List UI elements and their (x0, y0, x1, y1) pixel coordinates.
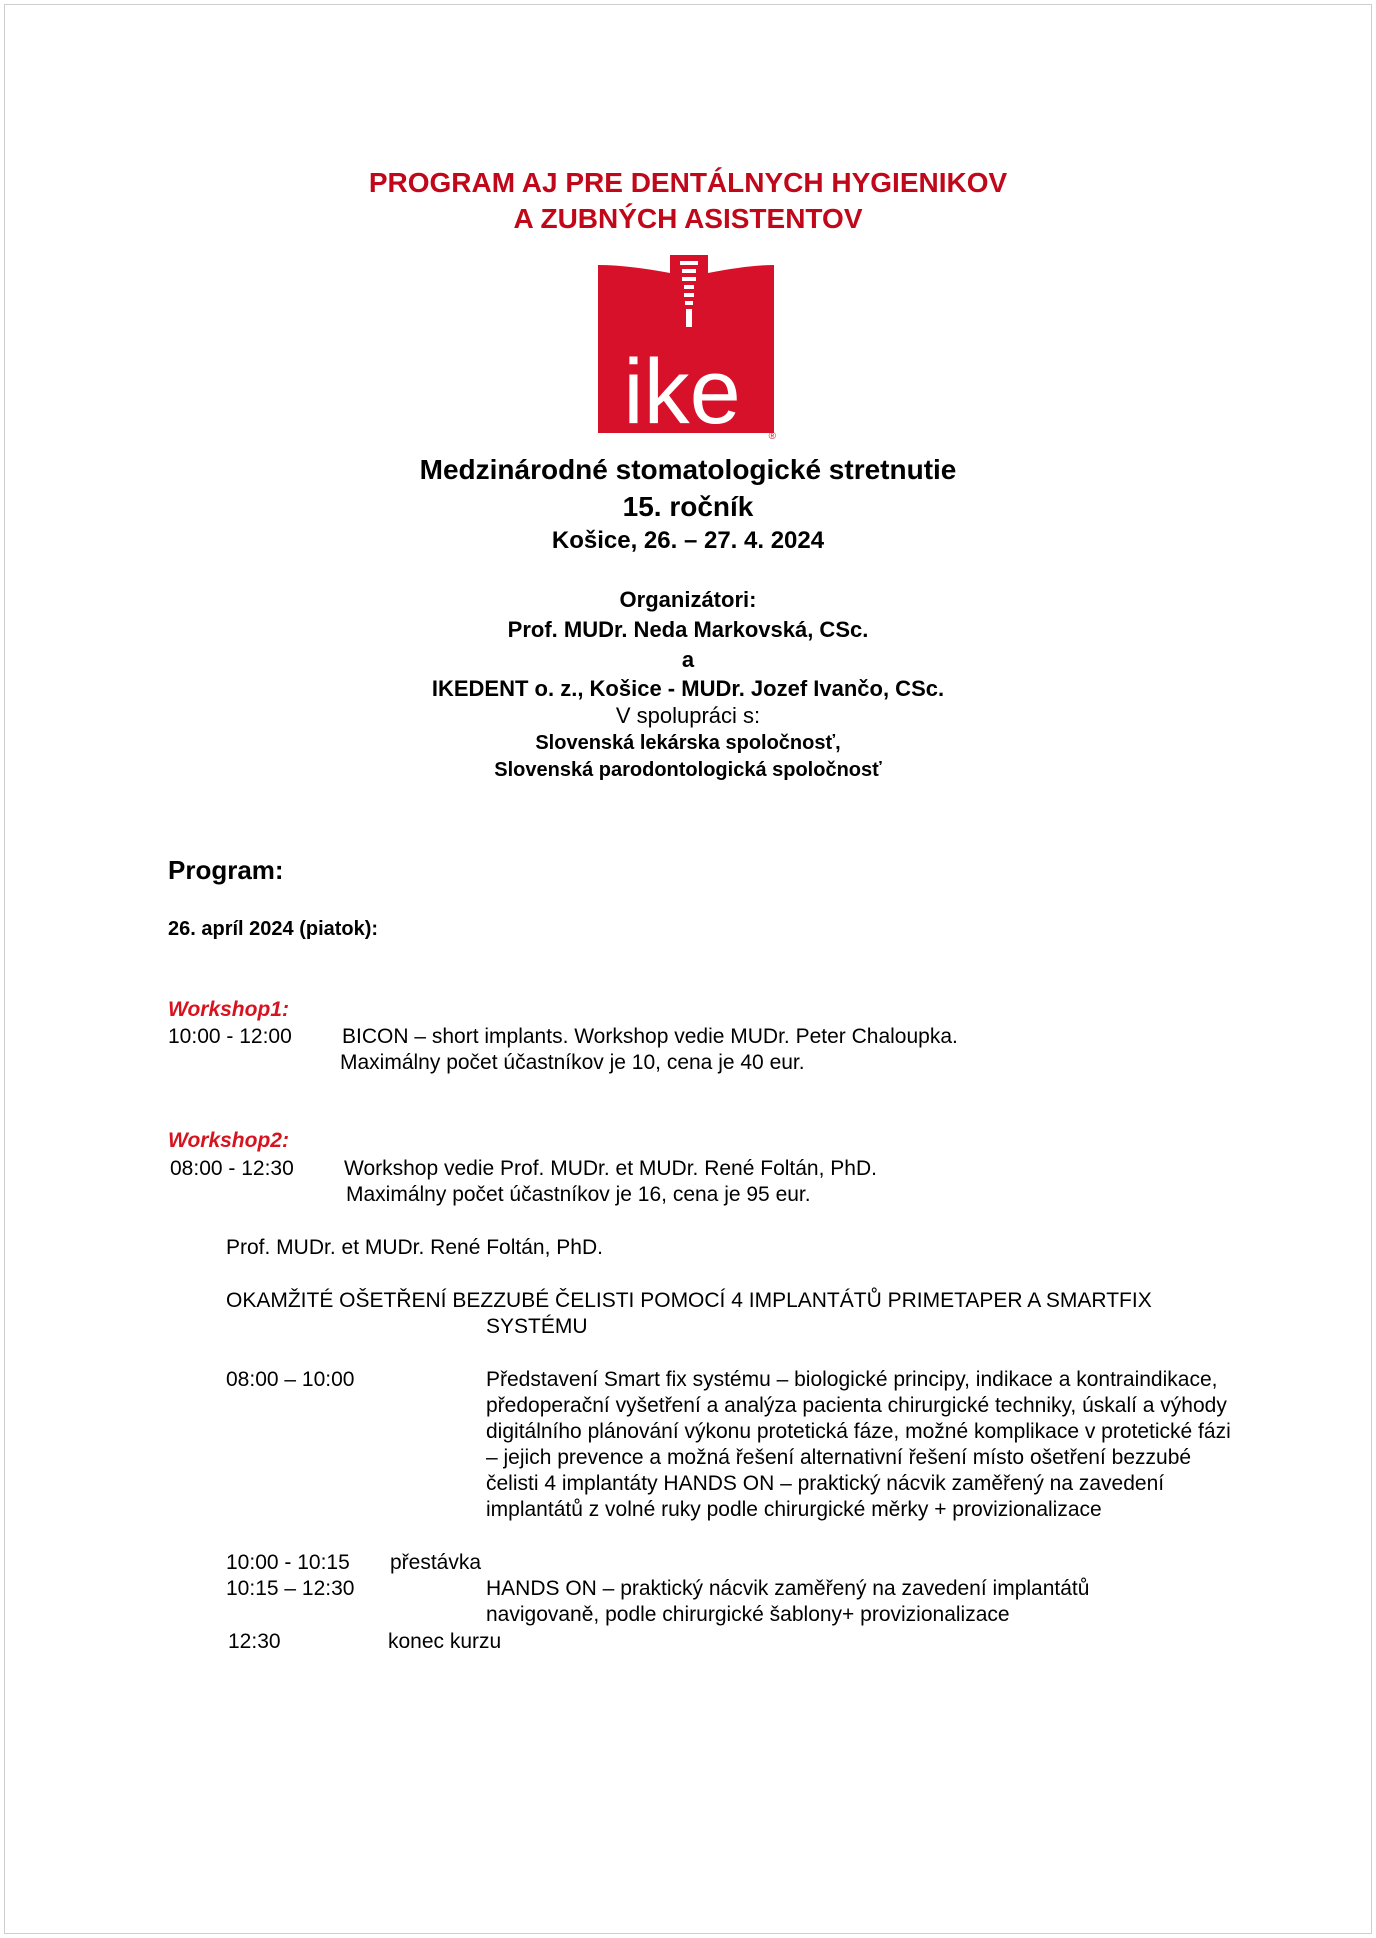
schedule-item-4-text: konec kurzu (388, 1630, 502, 1653)
workshop2-lecturer: Prof. MUDr. et MUDr. René Foltán, PhD. (226, 1236, 603, 1259)
logo-text: ike (623, 341, 741, 440)
document-title-line2: A ZUBNÝCH ASISTENTOV (513, 203, 863, 234)
document-title-line1: PROGRAM AJ PRE DENTÁLNYCH HYGIENIKOV (368, 167, 1008, 198)
workshop2-topic-line1: OKAMŽITÉ OŠETŘENÍ BEZZUBÉ ČELISTI POMOCÍ 4 IMPLANTÁTŮ PRIMETAPER A SMARTFIX (226, 1289, 1152, 1312)
workshop2-label: Workshop2: (168, 1129, 289, 1152)
schedule-item-1-text: Představení Smart fix systému – biologické principy, indikace a kontraindikace, předoperační vyšetření a analýza pacienta chirurgické techniky, úskalí a výhody digitálního plánování výkonu protetická fáze, možné komplikace v protetické fázi – jejich prevence a možná řešení alternativní řešení místo ošetření bezzubé čelisti 4 implantáty HANDS ON – praktický nácvik zaměřený na zavedení implantátů z volné ruky podle chirurgické měrky + provizionalizace (486, 1368, 1231, 1521)
program-day: 26. apríl 2024 (piatok): (168, 918, 379, 940)
schedule-item-2-time: 10:00 - 10:15 (226, 1551, 350, 1574)
workshop2-time: 08:00 - 12:30 (170, 1157, 294, 1180)
event-name: Medzinárodné stomatologické stretnutie (419, 454, 957, 485)
schedule-item-3-text: HANDS ON – praktický nácvik zaměřený na zavedení implantátů navigovaně, podle chirurgické šablony+ provizionalizace (486, 1577, 1090, 1626)
organizer-person1: Prof. MUDr. Neda Markovská, CSc. (507, 617, 869, 642)
workshop2-topic-line2: SYSTÉMU (486, 1315, 588, 1338)
workshop1-line2: Maximálny počet účastníkov je 10, cena je 40 eur. (340, 1051, 805, 1074)
schedule-item-2-text: přestávka (390, 1551, 482, 1574)
event-place-date: Košice, 26. – 27. 4. 2024 (551, 527, 825, 554)
schedule-item-4-time: 12:30 (228, 1630, 281, 1653)
schedule-item-1-time: 08:00 – 10:00 (226, 1368, 355, 1391)
workshop1-label: Workshop1: (168, 998, 289, 1021)
partner2: Slovenská parodontologická spoločnosť (494, 759, 882, 781)
event-edition: 15. ročník (622, 491, 754, 522)
organizer-person2: IKEDENT o. z., Košice - MUDr. Jozef Ivančo, CSc. (431, 676, 945, 701)
workshop2-line1: Workshop vedie Prof. MUDr. et MUDr. René Foltán, PhD. (344, 1157, 877, 1180)
ike-logo (598, 255, 780, 440)
cooperation-label: V spolupráci s: (615, 703, 761, 728)
program-label: Program: (168, 855, 284, 885)
partner1: Slovenská lekárska spoločnosť, (535, 732, 841, 754)
logo-registered-mark: ® (768, 431, 776, 440)
workshop1-time: 10:00 - 12:00 (168, 1025, 292, 1048)
schedule-item-3-time: 10:15 – 12:30 (226, 1577, 355, 1600)
organizers-label: Organizátori: (619, 587, 757, 612)
organizer-conjunction: a (681, 647, 695, 672)
workshop2-line2: Maximálny počet účastníkov je 16, cena je 95 eur. (346, 1183, 811, 1206)
workshop1-line1: BICON – short implants. Workshop vedie MUDr. Peter Chaloupka. (342, 1025, 958, 1048)
